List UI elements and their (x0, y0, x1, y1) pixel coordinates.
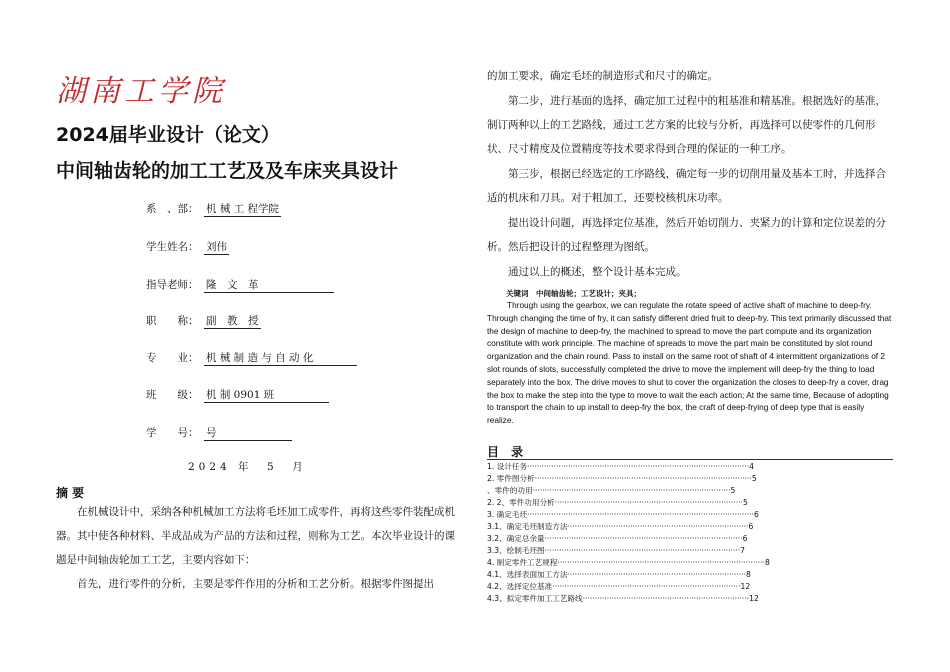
info-label: 指导老师： (146, 279, 199, 291)
toc-leader-dots: ·················································································· (544, 534, 743, 543)
toc-leader-dots: ···························································································· (527, 462, 750, 471)
toc-heading: 目 录 (487, 445, 528, 459)
toc-entry-page: 8 (765, 558, 770, 567)
thesis-title: 中间轴齿轮的加工工艺及及车床夹具设计 (56, 160, 399, 182)
toc-entry-page: 12 (749, 594, 759, 603)
toc-entry-title: 4.2、选择定位基准 (487, 582, 553, 591)
toc-leader-dots: ················································································· (544, 546, 741, 555)
toc-entry[interactable] (487, 545, 745, 556)
toc-entry-page: 6 (742, 534, 748, 543)
info-value: 刘伟 (206, 241, 227, 253)
toc-entry[interactable] (487, 533, 747, 544)
abstract-heading: 摘 要 (56, 486, 85, 500)
toc-leader-dots: ······························································································ (527, 510, 754, 519)
info-label: 专 业： (146, 352, 199, 364)
english-abstract: Through using the gearbox, we can regulate the rotate speed of active shaft of machine to deep-fry. Through changing the time of fry, it can satisfy different dried fruit to deep-fry. This text primarily discussed that the design of machine to deep-fry, the machined to spread to move the part compute and its organization constitute with work principle. The machine of spreads to move the part main be constituted by slot round organization and the chain round. Pass to install on the same root of shaft of 4 intermittent organizations of 2 slot rounds of slots, successfully completed the drive to move the implement will deep-fry the thing to load separately into the box. The drive moves to shut to cover the organization the closes to deep-fry a cover, drag the box to make the step into the type to move to wait the each action; At the same time, Because of adopting to transport the chain to up install to deep-fry the box, the craft of deep-frying of deep type that is easily realize. (487, 300, 892, 426)
info-row (146, 313, 261, 329)
toc-leader-dots: ·········································································· (567, 570, 747, 579)
info-label: 班 级： (146, 389, 199, 401)
info-row (146, 350, 357, 366)
toc-entry-page: 6 (753, 510, 759, 519)
toc-entry[interactable] (487, 521, 753, 532)
toc-entry-title: 、零件的功用 (487, 486, 533, 495)
info-row (146, 387, 329, 403)
toc-leader-dots: ····································································· (582, 594, 750, 603)
toc-entry-title: 3.1、确定毛坯制造方法 (487, 522, 568, 531)
toc-entry-title: 3.3、绘制毛坯图 (487, 546, 545, 555)
toc-entry-title: 2. 2、零件功用分析 (487, 498, 555, 507)
year-title: 2024届毕业设计（论文） (56, 124, 280, 146)
info-label: 学 号： (146, 427, 199, 439)
info-value: 机 械 制 造 与 自 动 化 (206, 352, 356, 364)
toc-divider (487, 459, 893, 460)
keywords: 关键词 中间轴齿轮；工艺设计；夹具； (506, 289, 641, 298)
info-row (146, 201, 281, 217)
toc-leader-dots: ······················································································ (557, 558, 766, 567)
toc-leader-dots: ·················································································· (532, 486, 731, 495)
abstract-paragraph: 通过以上的概述，整个设计基本完成。 (508, 266, 687, 278)
abstract-paragraph: 第二步，进行基面的选择，确定加工过程中的粗基准和精基准。根据选好的基准，制订两种以上的工艺路线，通过工艺方案的比较与分析，再选择可以使零件的几何形状、尺寸精度及位置精度等技术要求得到合理的保证的一种工序。 (487, 95, 886, 155)
toc-entry-page: 5 (742, 498, 748, 507)
info-label: 职 称： (146, 315, 199, 327)
info-label: 系 、部： (146, 203, 199, 215)
toc-entry-page: 8 (746, 570, 751, 579)
date: 2024 年 5 月 (188, 461, 307, 473)
toc-entry[interactable] (487, 509, 759, 520)
toc-leader-dots: ··········································································· (567, 522, 749, 531)
toc-entry-page: 6 (748, 522, 754, 531)
toc-leader-dots: ·············································································· (552, 582, 741, 591)
toc-entry-title: 2. 零件图分析 (487, 474, 535, 483)
toc-entry-title: 3.2、确定总余量 (487, 534, 545, 543)
info-row (146, 277, 334, 293)
info-row (146, 425, 292, 441)
toc-entry[interactable] (487, 593, 759, 604)
university-logo: 湖南工学院 (56, 74, 226, 109)
info-value: 机 制 0901 班 (206, 389, 327, 401)
toc-entry[interactable] (487, 461, 754, 472)
abstract-paragraph: 第三步，根据已经选定的工序路线，确定每一步的切削用量及基本工时，并选择合适的机床和刀具。对于粗加工，还要校核机床功率。 (487, 168, 886, 204)
toc-entry[interactable] (487, 581, 750, 592)
toc-entry-page: 5 (730, 486, 736, 495)
toc-leader-dots: ·············································································· (554, 498, 743, 507)
abstract-paragraph: 首先，进行零件的分析，主要是零件作用的分析和工艺分析。根据零件图提出 (77, 578, 434, 590)
toc-entry[interactable] (487, 485, 735, 496)
info-value: 隆 文 革 (206, 279, 332, 291)
info-row (146, 239, 229, 255)
toc-entry[interactable] (487, 497, 748, 508)
info-value: 副 教 授 (206, 315, 259, 327)
abstract-paragraph: 在机械设计中，采纳各种机械加工方法将毛坯加工成零件，再将这些零件装配成机器。其中使各种材料、半成品成为产品的方法和过程，则称为工艺。本次毕业设计的课题是中间轴齿轮加工工艺，主要内容如下： (56, 506, 455, 566)
toc-entry-title: 4. 制定零件工艺规程 (487, 558, 558, 567)
toc-entry-title: 4.1、选择表面加工方法 (487, 570, 568, 579)
abstract-paragraph: 提出设计问题，再选择定位基准，然后开始切削力、夹紧力的计算和定位误差的分析。然后把设计的过程整理为图纸。 (487, 217, 886, 253)
info-value: 机 械 工 程学院 (206, 203, 280, 215)
toc-entry-page: 7 (740, 546, 746, 555)
toc-entry-title: 1. 设计任务 (487, 462, 528, 471)
toc-entry[interactable] (487, 473, 757, 484)
info-label: 学生姓名： (146, 241, 199, 253)
toc-entry-page: 5 (751, 474, 757, 483)
toc-entry[interactable] (487, 557, 770, 568)
info-value: 号 (206, 427, 290, 439)
toc-entry-page: 12 (740, 582, 751, 591)
toc-entry-title: 4.3、拟定零件加工工艺路线 (487, 594, 583, 603)
toc-leader-dots: ·························································································· (534, 474, 752, 483)
toc-entry[interactable] (487, 569, 751, 580)
toc-entry-title: 3. 确定毛坯 (487, 510, 528, 519)
abstract-paragraph: 的加工要求，确定毛坯的制造形式和尺寸的确定。 (487, 70, 718, 82)
toc-entry-page: 4 (749, 462, 754, 471)
